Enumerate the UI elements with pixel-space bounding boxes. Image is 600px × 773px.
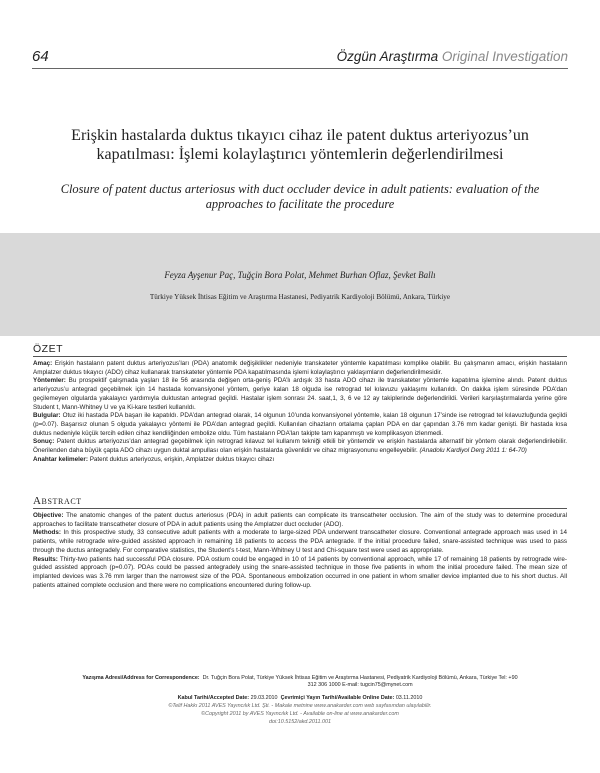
affiliation: Türkiye Yüksek İhtisas Eğitim ve Araştırma Hastanesi, Pediyatrik Kardiyoloji Bölümü, Ankara, Türkiye (149, 293, 451, 301)
abstract-objective-label: Objective: (33, 512, 64, 519)
abstract-section (33, 495, 567, 590)
title-english: Closure of patent ductus arteriosus with duct occluder device in adult patients: evaluation of the approaches to facilitate the procedure (60, 182, 540, 211)
ozet-keywords-label: Anahtar kelimeler: (33, 455, 88, 463)
abstract-objective (33, 512, 567, 529)
abstract-results (33, 556, 567, 591)
ozet-keywords-text: Patent duktus arteriyozus, erişkin, Amplatzer duktus tıkayıcı cihazı (89, 455, 275, 463)
ozet-citation: (Anadolu Kardiyol Derg 2011 1: 64-70) (419, 447, 527, 455)
copyright-en: ©Copyright 2011 by AVES Yayıncılık Ltd. - Available on-line at www.anakarder.com (201, 711, 399, 717)
abstract-heading: Abstract (33, 495, 567, 509)
ozet-yontemler (33, 377, 567, 412)
ozet-amac (33, 360, 567, 377)
page-number: 64 (32, 48, 49, 65)
journal-label-tr: Özgün Araştırma (336, 49, 439, 64)
ozet-keywords (33, 456, 567, 465)
journal-label-en: Original Investigation (441, 49, 568, 64)
online-date: 03.11.2010 (395, 695, 423, 701)
title-turkish: Erişkin hastalarda duktus tıkayıcı cihaz ile patent duktus arteriyozus’un kapatılması: İşlemi kolaylaştırıcı yöntemlerin değerlendirilmesi (71, 127, 529, 163)
ozet-sonuc-label: Sonuç: (33, 438, 55, 446)
correspondence-address: Dr. Tuğçin Bora Polat, Türkiye Yüksek İhtisas Eğitim ve Araştırma Hastanesi, Pediyatrik Kardiyoloji Bölümü, Ankara, Türkiye Tel: +90 312 306 1000 E-mail: tugcin75@mynet.com (202, 675, 518, 688)
journal-section-label (337, 49, 568, 64)
author-band (0, 233, 600, 336)
correspondence-label: Yazışma Adresi/Address for Correspondence: (82, 675, 200, 681)
abstract-results-label: Results: (33, 555, 58, 563)
ozet-sonuc (33, 438, 567, 455)
abstract-body (33, 512, 567, 590)
ozet-heading: ÖZET (33, 343, 567, 357)
ozet-yontemler-label: Yöntemler: (33, 377, 66, 385)
accepted-label: Kabul Tarihi/Accepted Date: (177, 695, 250, 701)
doi: doi:10.5152/akd.2011.001 (269, 719, 331, 725)
online-label: Çevrimiçi Yayın Tarihi/Available Online Date: (280, 695, 395, 701)
copyright-tr: ©Telif Hakkı 2011 AVES Yayıncılık Ltd. Şti. - Makale metnine www.anakarder.com web sayfasından ulaşılabilir. (168, 703, 432, 709)
ozet-bulgular-label: Bulgular: (33, 412, 61, 420)
correspondence (33, 675, 567, 689)
abstract-objective-text: The anatomic changes of the patent ductus arteriosus (PDA) in adult patients can complicate its transcatheter occlusion. The aim of the study was to determine procedural approaches to facilitate transcatheter closure of PDA in adult patients using the Amplatzer duct occluder (ADO). (33, 512, 567, 528)
ozet-section (33, 343, 567, 464)
ozet-body (33, 360, 567, 464)
abstract-results-text: Thirty-two patients had successful PDA closure. PDA ostium could be engaged in 10 of 14 patients by conventional approach, while 17 of remaining 18 patients by retrograde wire-guided assisted approach (p=0.07). PDAs could be passed antegradely using the snare-assisted technique in those five patients in whom the initial procedure failed. The mean size of implanted devices was 3.76 mm larger than the narrowest size of the PDA. Spontaneous embolization occurred in one patient in whom smaller device implanted due to his short ductus. All patients attained complete occlusion and there were no complications encountered during follow-up. (33, 555, 568, 589)
dates (33, 695, 567, 702)
ozet-amac-text: Erişkin hastaların patent duktus arteriyozus’ları (PDA) anatomik değişiklikler nedeniyle transkateter yöntemle kapatılması komplike olabilir. Bu çalışmanın amacı, erişkin hastaların Amplatzer duktus tıkayıcı (ADO) cihaz kullanarak transkateter yöntemle PDA kapatılmasında işlemi kolaylaştırıcı yaklaşımların değerlendirilmesidir. (33, 360, 568, 376)
accepted-date: 29.03.2010 (250, 695, 278, 701)
ozet-bulgular-text: Otuz iki hastada PDA başarı ile kapatıldı. PDA’dan antegrad olarak, 14 olgunun 10’unda konvansiyonel yöntemle, kalan 18 olgunun 17’sinde ise retrograd tel kılavuzluğunda geçildi (p=0.07). Başarısız olunan 5 olguda yakalayıcı yöntemi ile PDA’dan antegrad geçildi. Kullanılan cihazların ortalama çapları PDA en dar çapından 3.76 mm kadar genişti. Bir hastada kısa duktus nedeniyle küçük tercih edilen cihaz kendiliğinden embolize oldu. Tüm hastaların PDA’ları takipte tam kapanmıştı ve komplikasyon izlenmedi. (33, 412, 568, 437)
ozet-amac-label: Amaç: (33, 360, 53, 367)
authors: Feyza Ayşenur Paç, Tuğçin Bora Polat, Mehmet Burhan Oflaz, Şevket Ballı (164, 270, 436, 280)
header-rule (32, 68, 568, 69)
ozet-sonuc-text: Patent duktus arteriyozus’dan antegrad geçebilmek için retrograd kılavuz tel kullanım tekniği etkili bir yöntemdir ve erişkin hastalarda alternatif bir yöntem olarak değerlendirilebilir. Önerilenden daha büyük çapta ADO cihazı uygun duktal ampullası olan erişkin hastalarda güvenlidir ve cihaz migrasyonunu engelleyebilir. (33, 438, 568, 455)
abstract-methods-label: Methods: (33, 529, 61, 537)
ozet-bulgular (33, 412, 567, 438)
footer-info (33, 675, 567, 726)
ozet-yontemler-text: Bu prospektif çalışmada yaşları 18 ile 56 arasında değişen orta-geniş PDA’lı ardışık 33 hasta ADO cihazı ile transkateter yöntemle kapatılma işlemine alındı. Patent duktus arteriyozus’u antegrad geçebilmek için 14 hastada konvansiyonel yöntem, geriye kalan 18 olguda ise retrograd tel kılavuzu yaklaşımı kullanıldı. On dakika işlem süresinde PDA’dan geçilemeyen olgularda yakalayıcı yardımıyla duktustan antegrad geçildi. Hastalar işlem sonrası 24. saat,1, 3, 6 ve 12 ay takiplerinde değerlendirildi. Verileri karşılaştırmalarda yerine göre Student t, Mann-Whitney U ve ya Ki-kare testleri kullanıldı. (33, 377, 568, 411)
abstract-methods (33, 529, 567, 555)
abstract-methods-text: In this prospective study, 33 consecutive adult patients with a moderate to large-sized PDA underwent transcatheter closure. Conventional antegrade approach was used in 14 patients, while retrograde wire-guided assisted approach in remaining 18 patients to access the PDA antegrade. If the initial procedure failed, snare-assisted technique was used to pass through the ductus antegradely. For comparative statistics, the Student’s t-test, Mann-Whitney U test and Chi-square test were used as appropriate. (33, 529, 568, 554)
